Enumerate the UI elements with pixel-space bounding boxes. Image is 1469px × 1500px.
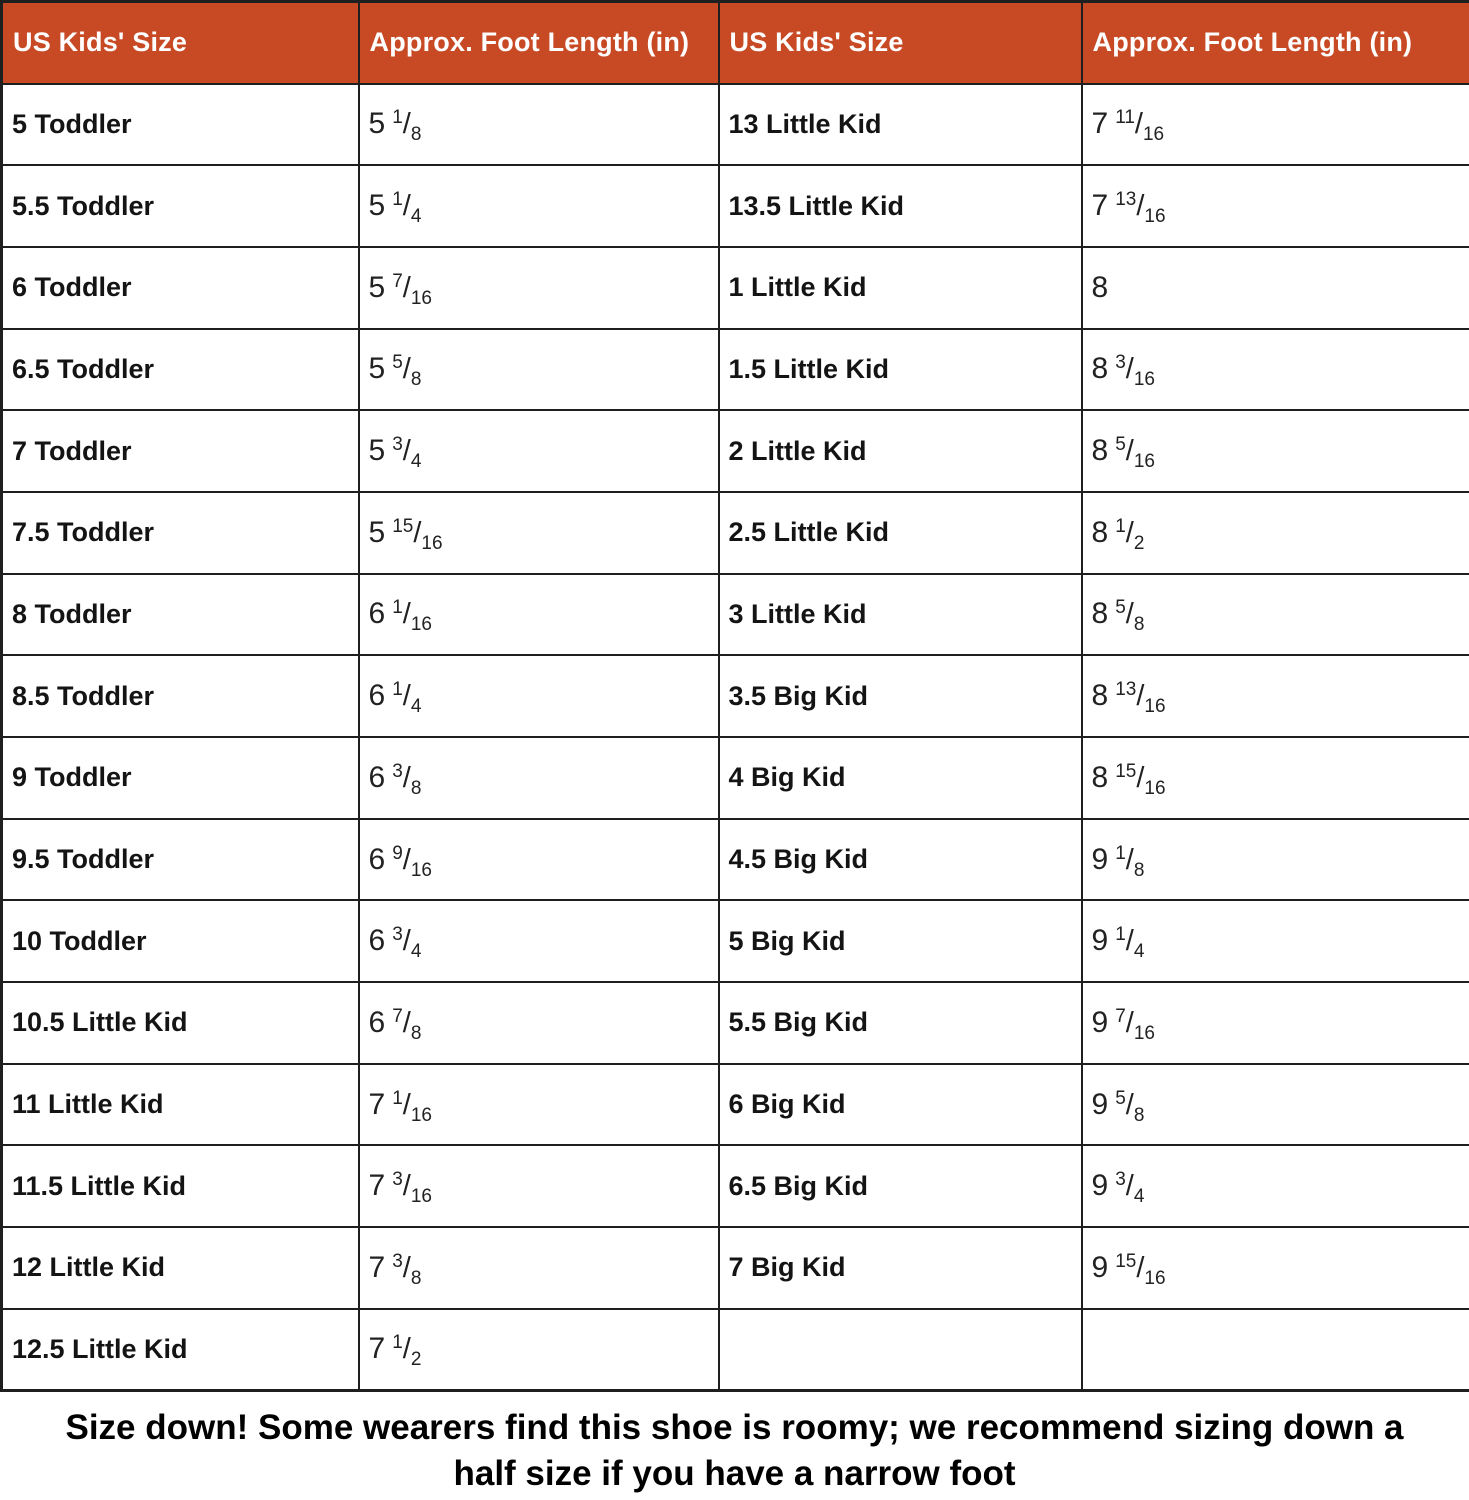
header-us-kids-size-right: US Kids' Size bbox=[719, 2, 1082, 84]
header-row bbox=[2, 2, 1469, 84]
table-row bbox=[2, 900, 1469, 982]
length-cell: 9 $^1/_4$ bbox=[1082, 900, 1469, 982]
length-cell: 8 $^3/_{16}$ bbox=[1082, 329, 1469, 411]
length-cell: 5 $^7/_{16}$ bbox=[359, 247, 719, 329]
size-cell: 9 Toddler bbox=[2, 737, 359, 819]
fraction: $^{11}/_{16}$ bbox=[1115, 107, 1165, 146]
fraction: $^1/_2$ bbox=[392, 1332, 422, 1371]
length-cell: 6 $^3/_4$ bbox=[359, 900, 719, 982]
length-cell: 6 $^1/_{16}$ bbox=[359, 574, 719, 656]
size-cell: 4.5 Big Kid bbox=[719, 819, 1082, 901]
length-cell: 7 $^3/_8$ bbox=[359, 1227, 719, 1309]
table-row bbox=[2, 410, 1469, 492]
length-cell: 8 $^{15}/_{16}$ bbox=[1082, 737, 1469, 819]
length-cell: 9 $^7/_{16}$ bbox=[1082, 982, 1469, 1064]
size-cell: 6 Toddler bbox=[2, 247, 359, 329]
fraction: $^3/_4$ bbox=[392, 924, 422, 963]
size-cell: 6 Big Kid bbox=[719, 1064, 1082, 1146]
size-cell: 1.5 Little Kid bbox=[719, 329, 1082, 411]
length-cell: 8 $^5/_8$ bbox=[1082, 574, 1469, 656]
length-cell: 5 $^1/_4$ bbox=[359, 165, 719, 247]
fraction: $^7/_{16}$ bbox=[392, 270, 432, 309]
length-cell: 9 $^3/_4$ bbox=[1082, 1145, 1469, 1227]
length-cell: 8 $^1/_2$ bbox=[1082, 492, 1469, 574]
length-cell: 5 $^5/_8$ bbox=[359, 329, 719, 411]
header-foot-length-right: Approx. Foot Length (in) bbox=[1082, 2, 1469, 84]
size-cell: 13 Little Kid bbox=[719, 84, 1082, 166]
fraction: $^1/_{16}$ bbox=[392, 597, 432, 636]
length-cell: 9 $^1/_8$ bbox=[1082, 819, 1469, 901]
size-cell bbox=[719, 1309, 1082, 1391]
size-cell: 4 Big Kid bbox=[719, 737, 1082, 819]
table-row bbox=[2, 574, 1469, 656]
size-cell: 13.5 Little Kid bbox=[719, 165, 1082, 247]
table-row bbox=[2, 1064, 1469, 1146]
length-cell: 7 $^3/_{16}$ bbox=[359, 1145, 719, 1227]
size-cell: 10 Toddler bbox=[2, 900, 359, 982]
size-cell: 5 Toddler bbox=[2, 84, 359, 166]
length-cell: 5 $^3/_4$ bbox=[359, 410, 719, 492]
fraction: $^1/_8$ bbox=[392, 107, 422, 146]
length-cell: 8 $^5/_{16}$ bbox=[1082, 410, 1469, 492]
fraction: $^3/_{16}$ bbox=[392, 1169, 432, 1208]
length-cell bbox=[1082, 1309, 1469, 1391]
size-cell: 9.5 Toddler bbox=[2, 819, 359, 901]
length-cell: 7 $^{13}/_{16}$ bbox=[1082, 165, 1469, 247]
table-row bbox=[2, 1227, 1469, 1309]
fraction: $^{15}/_{16}$ bbox=[1115, 760, 1166, 799]
size-cell: 12 Little Kid bbox=[2, 1227, 359, 1309]
size-cell: 3.5 Big Kid bbox=[719, 655, 1082, 737]
size-cell: 8 Toddler bbox=[2, 574, 359, 656]
size-cell: 1 Little Kid bbox=[719, 247, 1082, 329]
header-foot-length-left: Approx. Foot Length (in) bbox=[359, 2, 719, 84]
fraction: $^1/_4$ bbox=[392, 679, 422, 718]
table-row bbox=[2, 84, 1469, 166]
size-cell: 10.5 Little Kid bbox=[2, 982, 359, 1064]
fraction: $^{15}/_{16}$ bbox=[392, 515, 443, 554]
fraction: $^3/_4$ bbox=[392, 434, 422, 473]
size-cell: 11 Little Kid bbox=[2, 1064, 359, 1146]
length-cell: 9 $^{15}/_{16}$ bbox=[1082, 1227, 1469, 1309]
fraction: $^{15}/_{16}$ bbox=[1115, 1250, 1166, 1289]
fraction: $^{13}/_{16}$ bbox=[1115, 679, 1166, 718]
fraction: $^5/_8$ bbox=[392, 352, 422, 391]
table-row bbox=[2, 1145, 1469, 1227]
size-cell: 12.5 Little Kid bbox=[2, 1309, 359, 1391]
fraction: $^3/_8$ bbox=[392, 760, 422, 799]
length-cell: 7 $^1/_2$ bbox=[359, 1309, 719, 1391]
length-cell: 7 $^{11}/_{16}$ bbox=[1082, 84, 1469, 166]
table-row bbox=[2, 737, 1469, 819]
size-cell: 8.5 Toddler bbox=[2, 655, 359, 737]
table-row bbox=[2, 655, 1469, 737]
length-cell: 6 $^9/_{16}$ bbox=[359, 819, 719, 901]
size-cell: 2 Little Kid bbox=[719, 410, 1082, 492]
fraction: $^7/_{16}$ bbox=[1115, 1005, 1155, 1044]
table-row bbox=[2, 492, 1469, 574]
fraction: $^1/_8$ bbox=[1115, 842, 1145, 881]
length-cell: 9 $^5/_8$ bbox=[1082, 1064, 1469, 1146]
fraction: $^1/_4$ bbox=[392, 189, 422, 228]
fraction: $^3/_{16}$ bbox=[1115, 352, 1155, 391]
length-cell: 5 $^{15}/_{16}$ bbox=[359, 492, 719, 574]
table-row bbox=[2, 982, 1469, 1064]
fraction: $^1/_4$ bbox=[1115, 924, 1145, 963]
fraction: $^3/_8$ bbox=[392, 1250, 422, 1289]
header-us-kids-size-left: US Kids' Size bbox=[2, 2, 359, 84]
length-cell: 8 $^{13}/_{16}$ bbox=[1082, 655, 1469, 737]
size-cell: 5.5 Big Kid bbox=[719, 982, 1082, 1064]
size-cell: 7.5 Toddler bbox=[2, 492, 359, 574]
fraction: $^5/_8$ bbox=[1115, 1087, 1145, 1126]
length-cell: 5 $^1/_8$ bbox=[359, 84, 719, 166]
fraction: $^1/_2$ bbox=[1115, 515, 1145, 554]
size-cell: 6.5 Toddler bbox=[2, 329, 359, 411]
fraction: $^1/_{16}$ bbox=[392, 1087, 432, 1126]
fraction: $^{13}/_{16}$ bbox=[1115, 189, 1166, 228]
fraction: $^7/_8$ bbox=[392, 1005, 422, 1044]
length-cell: 6 $^3/_8$ bbox=[359, 737, 719, 819]
size-cell: 5 Big Kid bbox=[719, 900, 1082, 982]
size-cell: 3 Little Kid bbox=[719, 574, 1082, 656]
fraction: $^3/_4$ bbox=[1115, 1169, 1145, 1208]
length-cell: 8 bbox=[1082, 247, 1469, 329]
table-row bbox=[2, 1309, 1469, 1391]
size-cell: 7 Big Kid bbox=[719, 1227, 1082, 1309]
table-row bbox=[2, 819, 1469, 901]
size-cell: 2.5 Little Kid bbox=[719, 492, 1082, 574]
size-cell: 6.5 Big Kid bbox=[719, 1145, 1082, 1227]
table-row bbox=[2, 329, 1469, 411]
size-cell: 5.5 Toddler bbox=[2, 165, 359, 247]
size-cell: 7 Toddler bbox=[2, 410, 359, 492]
length-cell: 7 $^1/_{16}$ bbox=[359, 1064, 719, 1146]
length-cell: 6 $^1/_4$ bbox=[359, 655, 719, 737]
table-row bbox=[2, 247, 1469, 329]
table-body bbox=[2, 84, 1469, 1391]
fraction: $^5/_8$ bbox=[1115, 597, 1145, 636]
table-row bbox=[2, 165, 1469, 247]
size-cell: 11.5 Little Kid bbox=[2, 1145, 359, 1227]
fraction: $^9/_{16}$ bbox=[392, 842, 432, 881]
length-cell: 6 $^7/_8$ bbox=[359, 982, 719, 1064]
fraction: $^5/_{16}$ bbox=[1115, 434, 1155, 473]
sizing-note: Size down! Some wearers find this shoe is roomy; we recommend sizing down a half size if you have a narrow foot bbox=[65, 1408, 1404, 1494]
